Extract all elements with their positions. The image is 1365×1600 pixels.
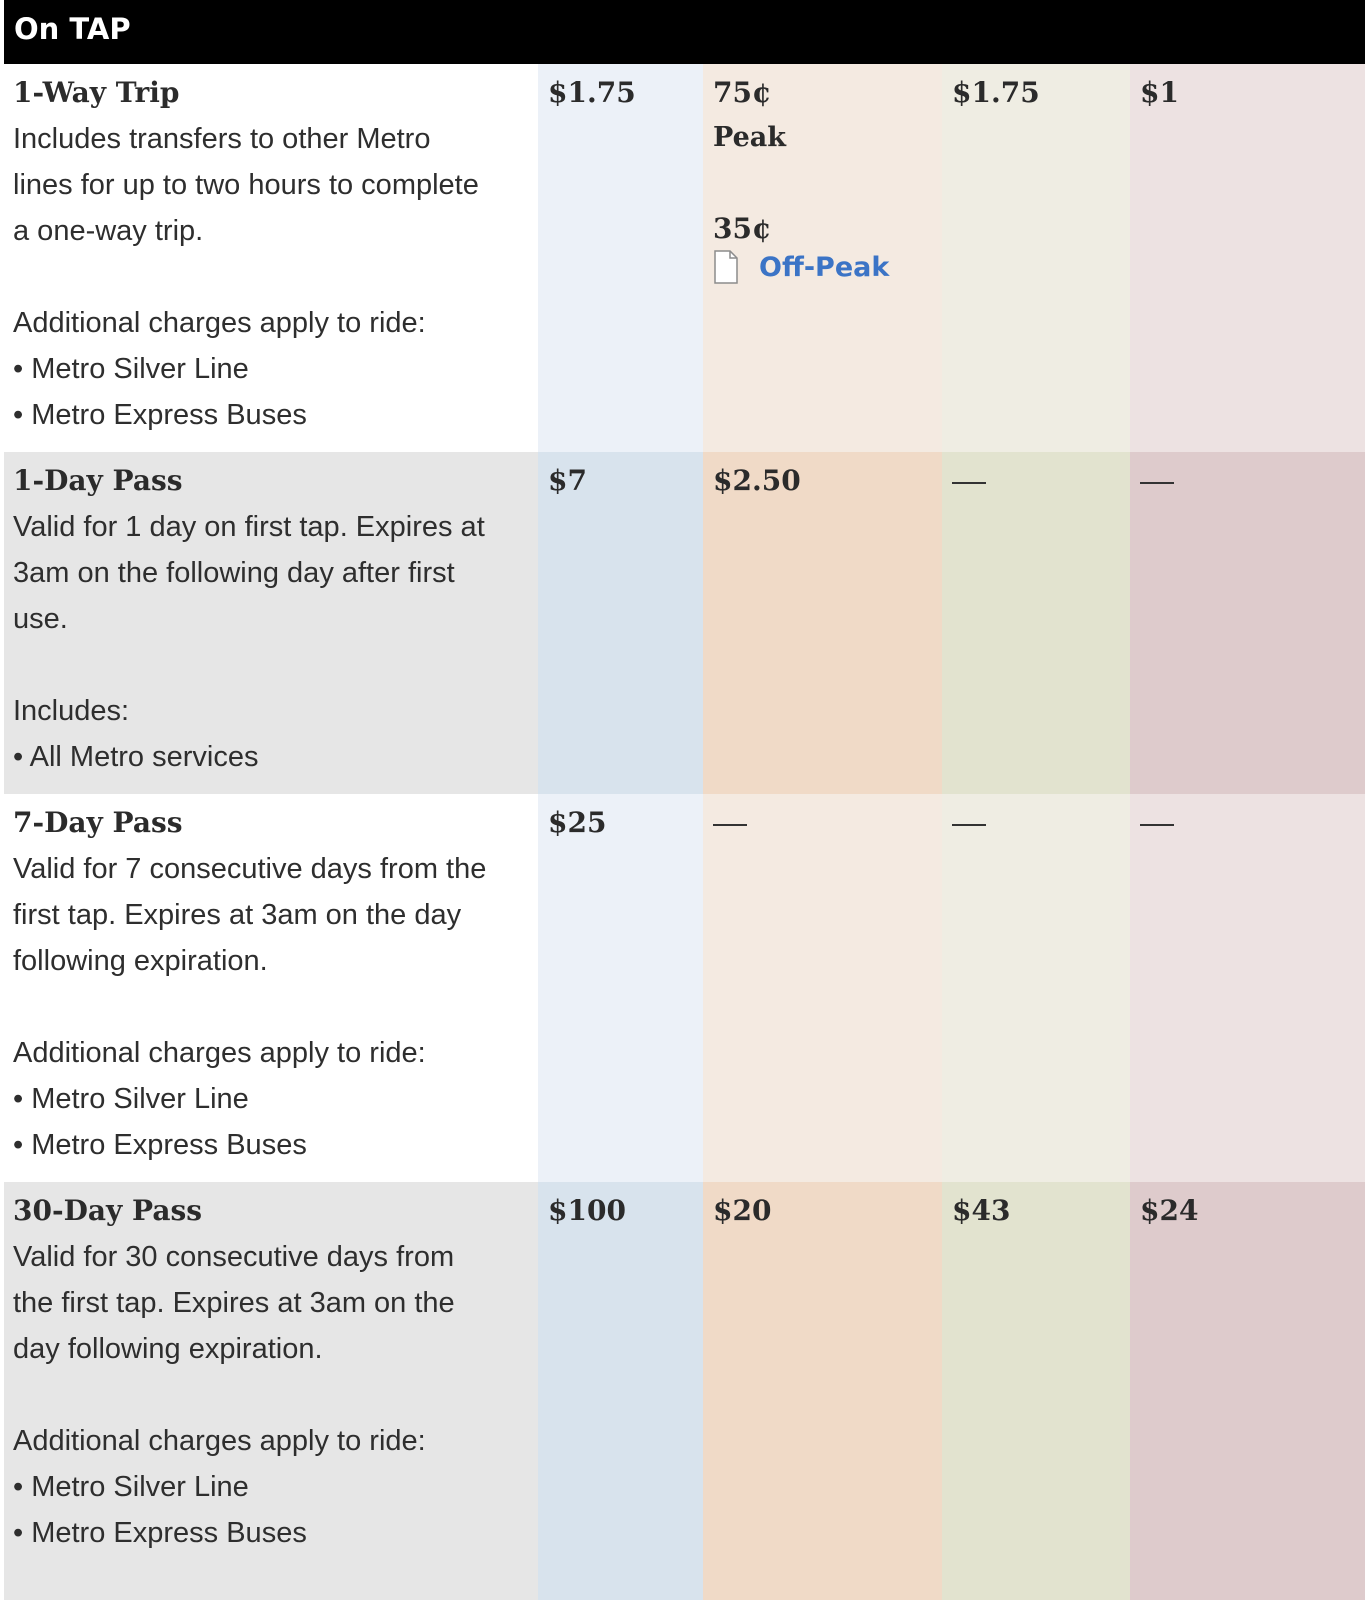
fare-title: 30-Day Pass	[13, 1194, 202, 1227]
price-cell	[1130, 64, 1365, 452]
price-value	[952, 482, 1130, 484]
fare-note: Additional charges apply to ride:	[13, 1425, 426, 1457]
desc-line: following expiration.	[13, 945, 268, 977]
price-value	[952, 824, 1130, 826]
desc-line: 3am on the following day after first	[13, 557, 455, 589]
fare-note: Additional charges apply to ride:	[13, 1037, 426, 1069]
price-value: $100	[548, 1194, 626, 1227]
offpeak-price: 35¢	[713, 212, 772, 245]
not-available-dash	[952, 482, 986, 484]
bullet-item: • Metro Express Buses	[13, 1122, 538, 1168]
price-cell	[942, 794, 1130, 1182]
fare-title: 1-Day Pass	[13, 464, 183, 497]
desc-line: use.	[13, 603, 68, 635]
bullet-item: • Metro Silver Line	[13, 1464, 538, 1510]
fare-note: Includes:	[13, 695, 130, 727]
price-cell	[942, 1182, 1130, 1600]
desc-line: lines for up to two hours to complete	[13, 169, 479, 201]
fare-row-7-day-pass	[4, 794, 1365, 1182]
not-available-dash	[1140, 482, 1174, 484]
table-header	[4, 0, 1365, 64]
price-value: $43	[952, 1194, 1011, 1227]
price-cell	[703, 794, 942, 1182]
fare-row-1-day-pass	[4, 452, 1365, 794]
fare-description	[4, 452, 538, 794]
offpeak-link[interactable]	[713, 250, 942, 284]
bullet-item: • Metro Express Buses	[13, 1510, 538, 1556]
desc-line: Valid for 30 consecutive days from	[13, 1241, 455, 1273]
desc-line: a one-way trip.	[13, 215, 204, 247]
bullet-item: • Metro Silver Line	[13, 1076, 538, 1122]
offpeak-label[interactable]: Off-Peak	[759, 251, 890, 283]
price-cell	[538, 1182, 703, 1600]
fare-row-30-day-pass	[4, 1182, 1365, 1600]
fare-title: 7-Day Pass	[13, 806, 183, 839]
price-cell	[1130, 794, 1365, 1182]
price-cell	[703, 452, 942, 794]
desc-line: the first tap. Expires at 3am on the	[13, 1287, 455, 1319]
fare-title: 1-Way Trip	[13, 76, 180, 109]
price-cell	[538, 452, 703, 794]
price-value: 75¢	[713, 76, 772, 109]
price-value: $7	[548, 464, 587, 497]
document-icon	[713, 250, 739, 284]
price-value: $20	[713, 1194, 772, 1227]
fare-row-1-way-trip	[4, 64, 1365, 452]
table-title: On TAP	[14, 12, 131, 46]
not-available-dash	[1140, 824, 1174, 826]
price-cell	[703, 64, 942, 452]
desc-line: Valid for 1 day on first tap. Expires at	[13, 511, 485, 543]
price-value: $1	[1140, 76, 1179, 109]
price-value	[713, 824, 942, 826]
price-cell	[703, 1182, 942, 1600]
desc-line: first tap. Expires at 3am on the day	[13, 899, 462, 931]
peak-label: Peak	[713, 122, 786, 153]
bullet-item: • Metro Silver Line	[13, 346, 538, 392]
not-available-dash	[952, 824, 986, 826]
price-value	[1140, 824, 1365, 826]
price-value	[1140, 482, 1365, 484]
price-cell	[1130, 452, 1365, 794]
not-available-dash	[713, 824, 747, 826]
fare-description	[4, 64, 538, 452]
price-value: $1.75	[548, 76, 636, 109]
fare-description	[4, 1182, 538, 1600]
fare-description	[4, 794, 538, 1182]
desc-line: Includes transfers to other Metro	[13, 123, 431, 155]
desc-line: Valid for 7 consecutive days from the	[13, 853, 487, 885]
price-value: $24	[1140, 1194, 1199, 1227]
bullet-item: • Metro Express Buses	[13, 392, 538, 438]
price-cell	[942, 64, 1130, 452]
fare-note: Additional charges apply to ride:	[13, 307, 426, 339]
desc-line: day following expiration.	[13, 1333, 323, 1365]
price-cell	[538, 794, 703, 1182]
price-value: $2.50	[713, 464, 801, 497]
price-cell	[1130, 1182, 1365, 1600]
price-cell	[942, 452, 1130, 794]
price-value: $1.75	[952, 76, 1040, 109]
bullet-item: • All Metro services	[13, 734, 538, 780]
price-value: $25	[548, 806, 607, 839]
price-cell	[538, 64, 703, 452]
